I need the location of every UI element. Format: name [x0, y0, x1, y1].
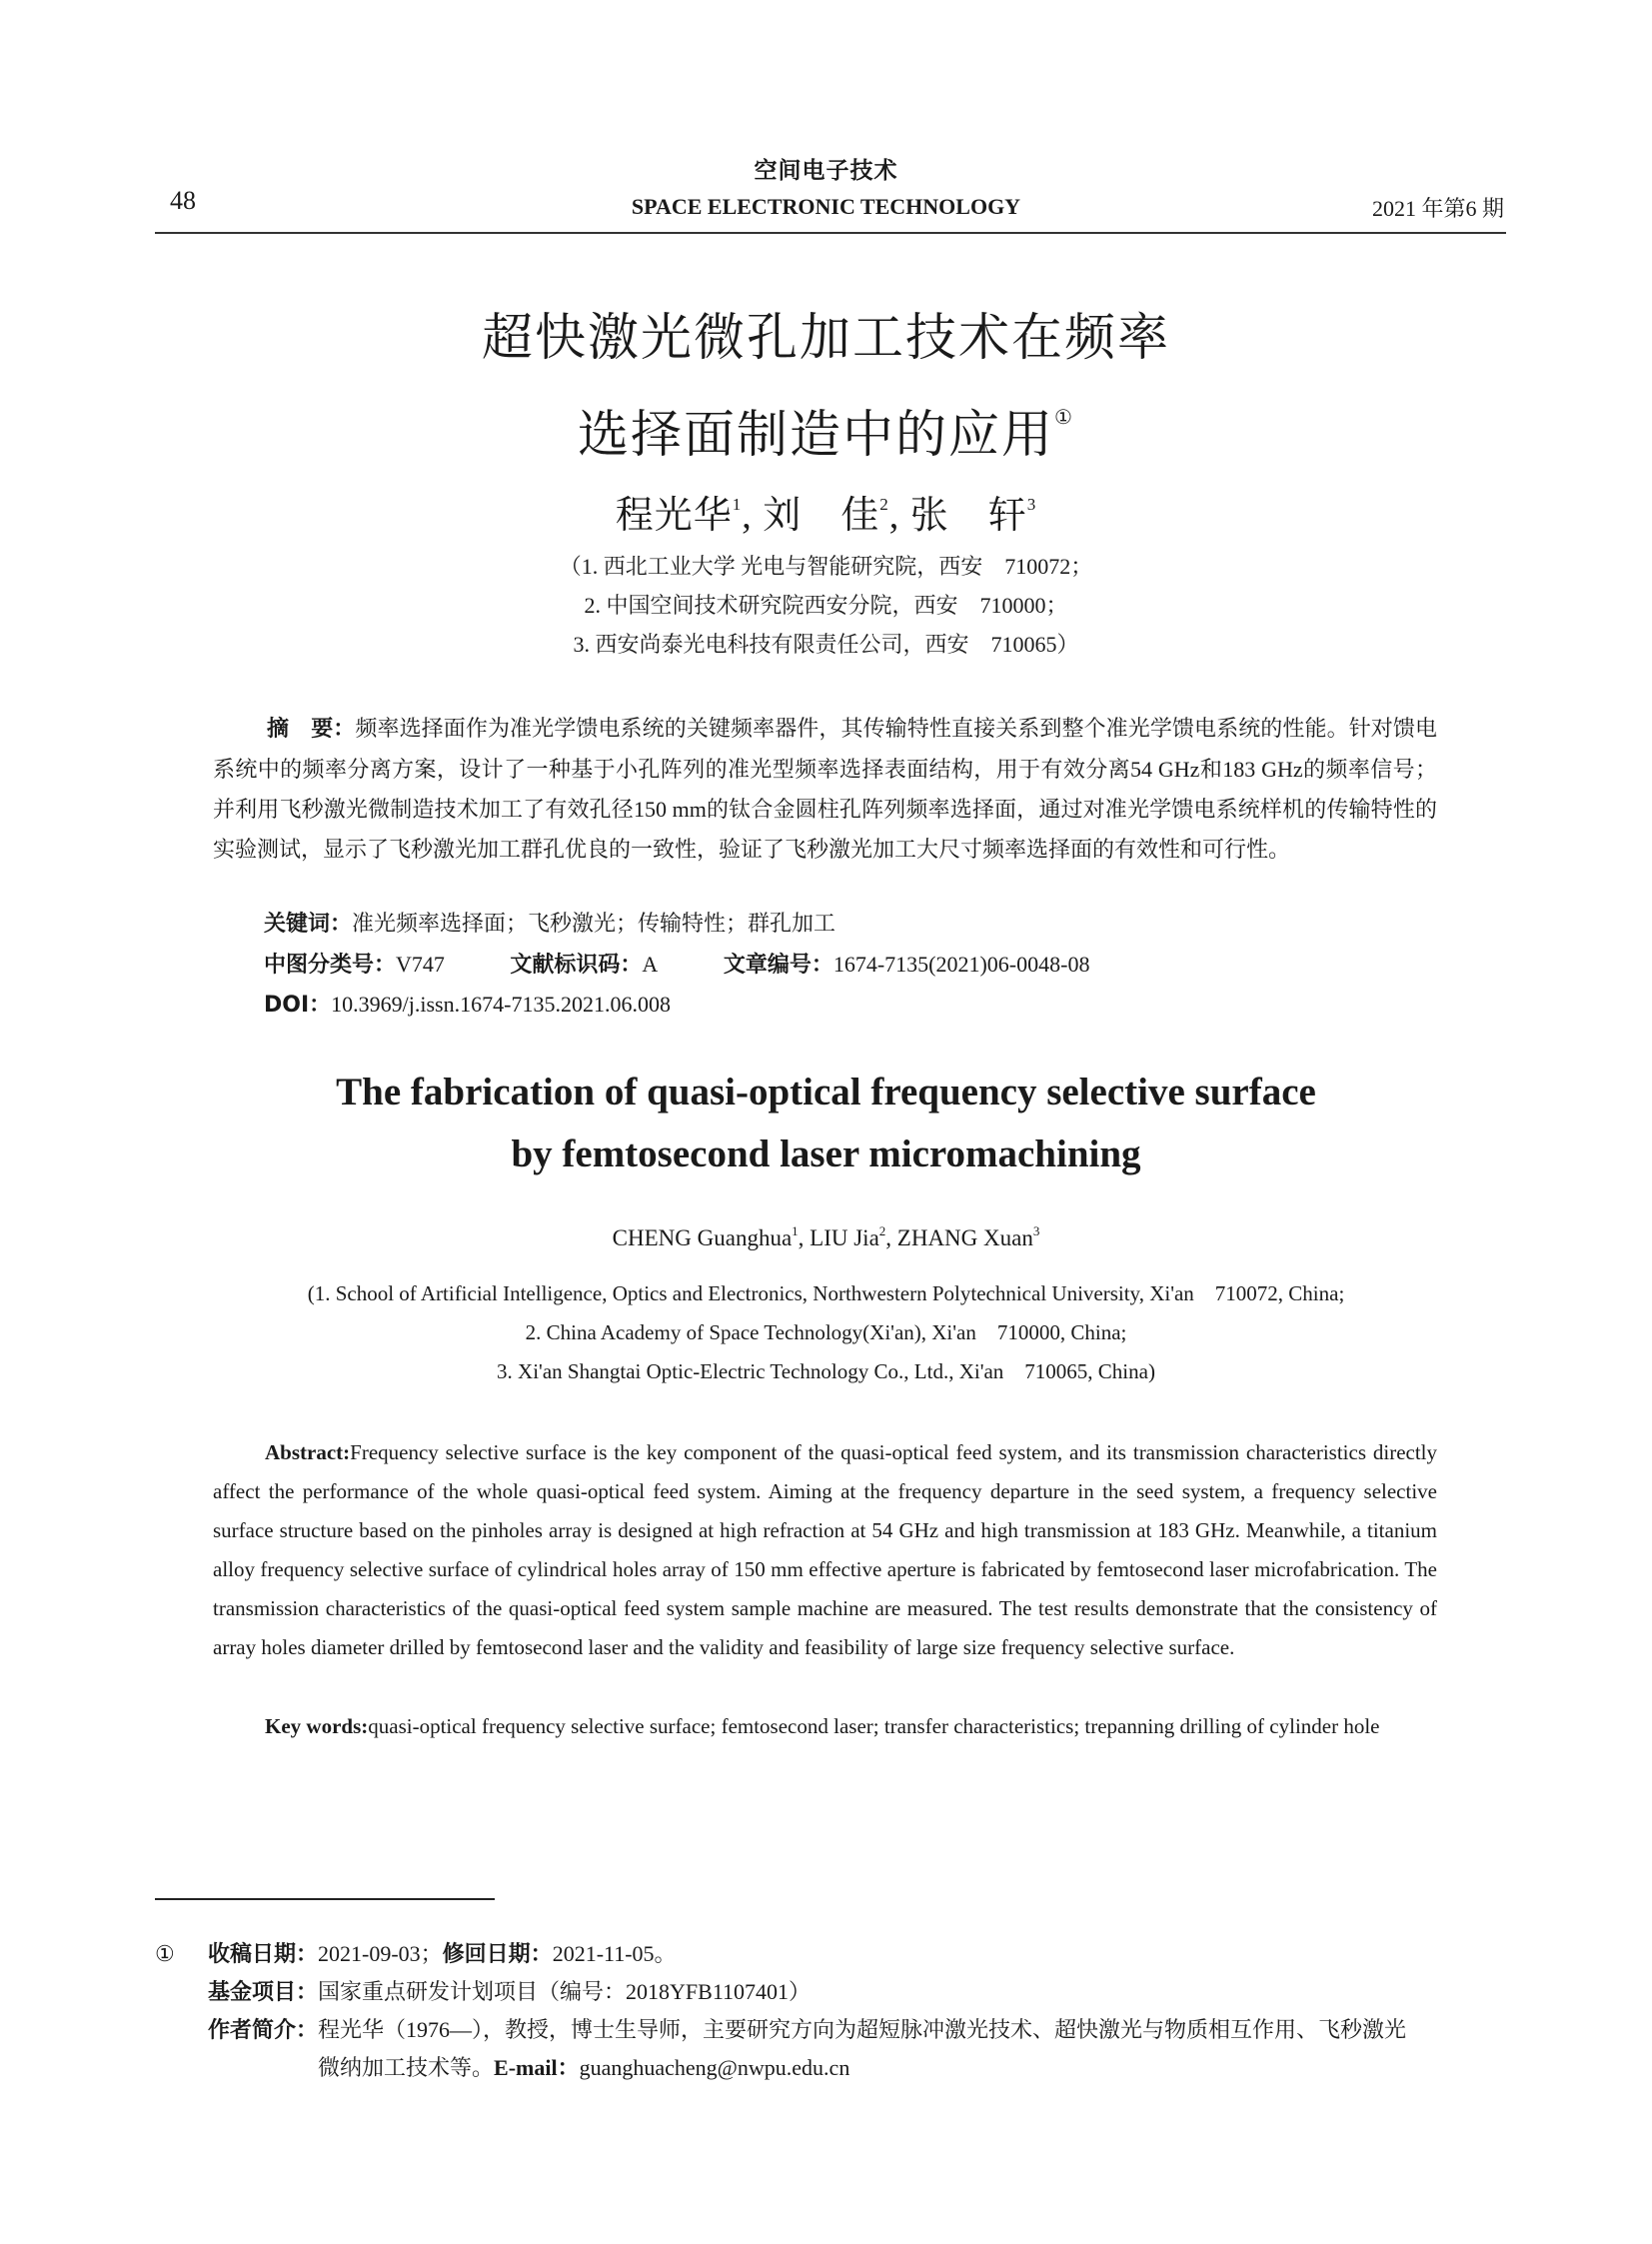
title-en-line2: by femtosecond laser micromachining	[511, 1132, 1141, 1175]
author-sup: 2	[878, 1223, 886, 1238]
title-cn-line1: 超快激光微孔加工技术在频率	[481, 309, 1170, 368]
clc-value: V747	[396, 952, 445, 977]
received-label: 收稿日期：	[208, 1942, 319, 1967]
author-sup: 1	[732, 495, 743, 514]
journal-title-en: SPACE ELECTRONIC TECHNOLOGY	[631, 194, 1021, 219]
fund-text: 国家重点研发计划项目（编号：2018YFB1107401）	[318, 1979, 811, 2004]
footnote-mark: ①	[155, 1941, 175, 1966]
author-cn: 张 轩	[909, 495, 1027, 537]
classification-line	[264, 948, 1089, 979]
affiliation-en-1: (1. School of Artificial Intelligence, Optics and Electronics, Northwestern Polytechnical University, Xi'an 710072, China;	[307, 1281, 1345, 1305]
email-value: guanghuacheng@nwpu.edu.cn	[579, 2055, 850, 2080]
abstract-en	[213, 1433, 1437, 1667]
page-number: 48	[170, 186, 196, 215]
doc-code-value: A	[642, 952, 659, 977]
author-en: LIU Jia	[810, 1225, 879, 1250]
footnote-bio-cont	[318, 2050, 849, 2086]
revised-date: 2021-11-05。	[552, 1941, 677, 1966]
article-no-value: 1674-7135(2021)06-0048-08	[832, 952, 1090, 977]
fund-label: 基金项目：	[208, 1980, 319, 2005]
author-en: CHENG Guanghua	[612, 1225, 793, 1250]
keywords-cn-text: 准光频率选择面；飞秒激光；传输特性；群孔加工	[352, 911, 836, 936]
doi-value: 10.3969/j.issn.1674-7135.2021.06.008	[331, 992, 671, 1017]
abstract-cn-text: 频率选择面作为准光学馈电系统的关键频率器件，其传输特性直接关系到整个准光学馈电系统的性能。针对馈电系统中的频率分离方案，设计了一种基于小孔阵列的准光型频率选择表面结构，用于有效分离54 GHz和183 GHz的频率信号；并利用飞秒激光微制造技术加工了有效孔径150 mm的钛合金圆柱孔阵列频率选择面，通过对准光学馈电系统样机的传输特性的实验测试，显示了飞秒激光加工群孔优良的一致性，验证了飞秒激光加工大尺寸频率选择面的有效性和可行性。	[213, 716, 1437, 862]
author-sup: 2	[879, 495, 889, 514]
affiliation-cn-1: （1. 西北工业大学 光电与智能研究院，西安 710072；	[559, 554, 1093, 579]
title-cn-line2	[0, 378, 1652, 475]
header-rule	[155, 232, 1506, 234]
affiliation-en-2: 2. China Academy of Space Technology(Xi'an), Xi'an 710000, China;	[525, 1320, 1127, 1344]
author-cn: 刘 佳	[763, 495, 880, 537]
title-en-line1: The fabrication of quasi-optical frequency selective surface	[336, 1071, 1316, 1114]
title-en	[0, 1062, 1652, 1185]
affiliation-en-3: 3. Xi'an Shangtai Optic-Electric Technology Co., Ltd., Xi'an 710065, China)	[497, 1359, 1155, 1383]
footnote-fund	[208, 1974, 811, 2011]
author-en: ZHANG Xuan	[896, 1225, 1033, 1250]
footnote-bio	[208, 2012, 1507, 2049]
author-cn: 程光华	[615, 495, 733, 537]
bio-label: 作者简介：	[208, 2018, 319, 2043]
title-cn-line2-text: 选择面制造中的应用	[578, 406, 1055, 465]
keywords-cn-label: 关键词：	[264, 912, 353, 937]
affiliation-cn-3: 3. 西安尚泰光电科技有限责任公司，西安 710065）	[573, 632, 1079, 657]
keywords-en-label: Key words:	[265, 1714, 369, 1738]
doi-line	[264, 988, 671, 1019]
title-cn	[0, 300, 1652, 475]
doi-label: DOI：	[264, 993, 332, 1018]
issue-label: 2021 年第6 期	[1371, 196, 1504, 221]
keywords-en-text: quasi-optical frequency selective surface; femtosecond laser; transfer characteristics; trepanning drilling of cylinder hole	[368, 1714, 1380, 1738]
clc-label: 中图分类号：	[264, 953, 397, 978]
doc-code-label: 文献标识码：	[510, 953, 643, 978]
abstract-en-text: Frequency selective surface is the key component of the quasi-optical feed system, and its transmission characteristics directly affect the performance of the whole quasi-optical feed system. Aiming at the frequency departure in the seed system, a frequency selective surface structure based on the pinholes array is designed at high refraction at 54 GHz and high transmission at 183 GHz. Meanwhile, a titanium alloy frequency selective surface of cylindrical holes array of 150 mm effective aperture is fabricated by femtosecond laser microfabrication. The transmission characteristics of the quasi-optical feed system sample machine are measured. The test results demonstrate that the consistency of array holes diameter drilled by femtosecond laser and the validity and feasibility of large size frequency selective surface.	[213, 1440, 1437, 1659]
article-no-label: 文章编号：	[723, 953, 833, 978]
bio-text-2: 微纳加工技术等。	[318, 2055, 495, 2080]
bio-text-1: 程光华（1976—），教授，博士生导师，主要研究方向为超短脉冲激光技术、超快激光与物质相互作用、飞秒激光	[318, 2017, 1407, 2042]
keywords-en	[213, 1707, 1437, 1746]
abstract-cn	[213, 709, 1437, 870]
author-sup: 3	[1026, 495, 1037, 514]
abstract-en-label: Abstract:	[265, 1440, 351, 1464]
journal-title-cn: 空间电子技术	[754, 158, 898, 183]
authors-cn: 程光华$^1$, 刘 佳$^2$, 张 轩$^3$	[615, 495, 1037, 537]
author-sup: 1	[792, 1223, 799, 1238]
revised-label: 修回日期：	[442, 1942, 553, 1967]
received-date: 2021-09-03；	[318, 1941, 443, 1966]
keywords-cn	[264, 907, 835, 938]
abstract-cn-label: 摘 要：	[267, 717, 356, 742]
author-sup: 3	[1032, 1223, 1040, 1238]
title-note-mark: ①	[1054, 405, 1074, 429]
email-label: E-mail：	[494, 2055, 580, 2080]
affiliation-cn-2: 2. 中国空间技术研究院西安分院，西安 710000；	[584, 593, 1068, 618]
footnote-rule	[155, 1898, 495, 1900]
footnote-dates	[208, 1936, 677, 1973]
authors-en: CHENG Guanghua$^1$, LIU Jia$^2$, ZHANG Xuan$^3$	[612, 1223, 1040, 1250]
